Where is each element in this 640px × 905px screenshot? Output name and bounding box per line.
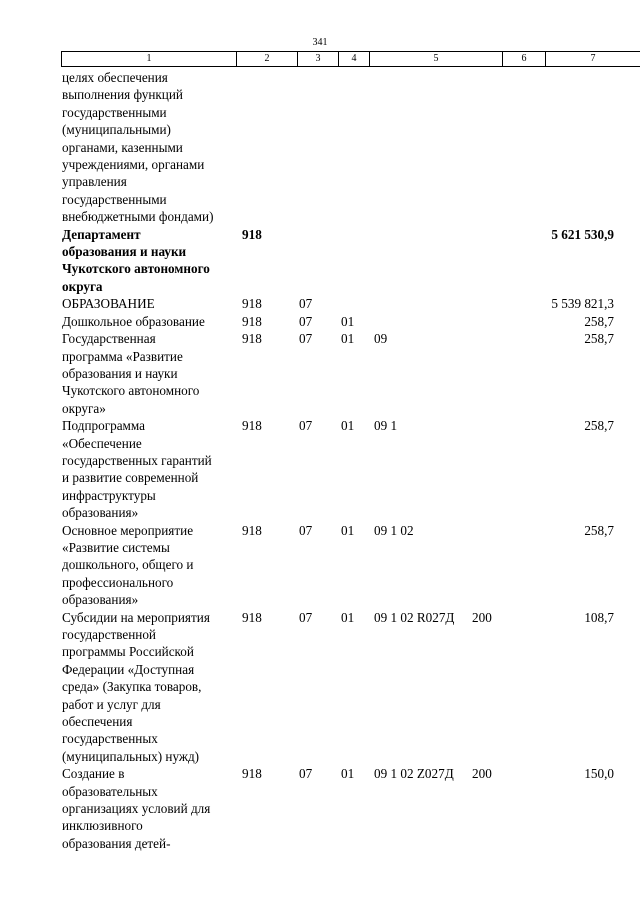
row-name: Субсидии на мероприятия государственной программы Российской Федерации «Доступная среда» (Закупка товаров, работ и услуг для обеспечения государственных (муниципальных) нужд) bbox=[62, 609, 210, 764]
table-row bbox=[61, 330, 614, 417]
table-row bbox=[61, 609, 614, 766]
row-csr: 09 1 02 bbox=[374, 522, 414, 538]
header-col-6: 6 bbox=[503, 52, 546, 66]
row-ved: 918 bbox=[242, 313, 262, 329]
table-row bbox=[61, 417, 614, 521]
row-name: Дошкольное образование bbox=[62, 313, 205, 329]
row-ved: 918 bbox=[242, 522, 262, 538]
table-row bbox=[61, 765, 614, 852]
header-col-3: 3 bbox=[298, 52, 339, 66]
row-ved: 918 bbox=[242, 296, 262, 312]
row-name: ОБРАЗОВАНИЕ bbox=[62, 296, 155, 312]
header-col-4: 4 bbox=[339, 52, 370, 66]
row-csr: 09 bbox=[374, 331, 388, 347]
row-vr: 200 bbox=[472, 766, 492, 782]
row-rz: 07 bbox=[299, 331, 313, 347]
row-rz: 07 bbox=[299, 609, 313, 625]
row-name: Департамент образования и науки Чукотского автономного округа bbox=[62, 226, 210, 294]
row-sum: 258,7 bbox=[584, 331, 614, 347]
header-col-1: 1 bbox=[62, 52, 237, 66]
table-row bbox=[61, 313, 614, 330]
row-csr: 09 1 bbox=[374, 418, 398, 434]
row-ved: 918 bbox=[242, 766, 262, 782]
row-rz: 07 bbox=[299, 296, 313, 312]
row-ved: 918 bbox=[242, 226, 262, 242]
row-name: Создание в образовательных организациях условий для инклюзивного образования детей- bbox=[62, 766, 211, 851]
row-rz: 07 bbox=[299, 522, 313, 538]
row-vr: 200 bbox=[472, 609, 492, 625]
row-name: Государственная программа «Развитие образования и науки Чукотского автономного округа» bbox=[62, 331, 200, 416]
row-rz: 07 bbox=[299, 766, 313, 782]
page-number: 341 bbox=[312, 37, 328, 48]
row-pr: 01 bbox=[341, 609, 355, 625]
row-sum: 258,7 bbox=[584, 522, 614, 538]
row-sum: 150,0 bbox=[584, 766, 614, 782]
row-pr: 01 bbox=[341, 522, 355, 538]
row-ved: 918 bbox=[242, 418, 262, 434]
row-pr: 01 bbox=[341, 418, 355, 434]
row-sum: 258,7 bbox=[584, 418, 614, 434]
row-sum: 258,7 bbox=[584, 313, 614, 329]
row-rz: 07 bbox=[299, 313, 313, 329]
header-col-2: 2 bbox=[237, 52, 298, 66]
row-name: Подпрограмма «Обеспечение государственных гарантий и развитие современной инфраструктуры образования» bbox=[62, 418, 212, 521]
row-sum: 108,7 bbox=[584, 609, 614, 625]
row-csr: 09 1 02 Z027Д bbox=[374, 766, 454, 782]
table-row bbox=[61, 522, 614, 609]
table-row bbox=[61, 226, 614, 296]
row-name: Основное мероприятие «Развитие системы дошкольного, общего и профессионального образования» bbox=[62, 522, 194, 608]
row-csr: 09 1 02 R027Д bbox=[374, 609, 455, 625]
row-pr: 01 bbox=[341, 331, 355, 347]
row-ved: 918 bbox=[242, 609, 262, 625]
row-sum: 5 621 530,9 bbox=[551, 226, 614, 242]
table-header bbox=[61, 51, 640, 67]
table-row bbox=[61, 295, 614, 312]
row-rz: 07 bbox=[299, 418, 313, 434]
header-col-7: 7 bbox=[590, 53, 596, 64]
row-name: целях обеспечения выполнения функций государственными (муниципальными) органами, казенными учреждениями, органами управления государственными внебюджетными фондами) bbox=[62, 70, 214, 225]
table-row bbox=[61, 69, 614, 226]
row-sum: 5 539 821,3 bbox=[551, 296, 614, 312]
row-ved: 918 bbox=[242, 331, 262, 347]
header-col-5: 5 bbox=[370, 52, 503, 66]
table-body bbox=[61, 69, 614, 852]
row-pr: 01 bbox=[341, 766, 355, 782]
row-pr: 01 bbox=[341, 313, 355, 329]
